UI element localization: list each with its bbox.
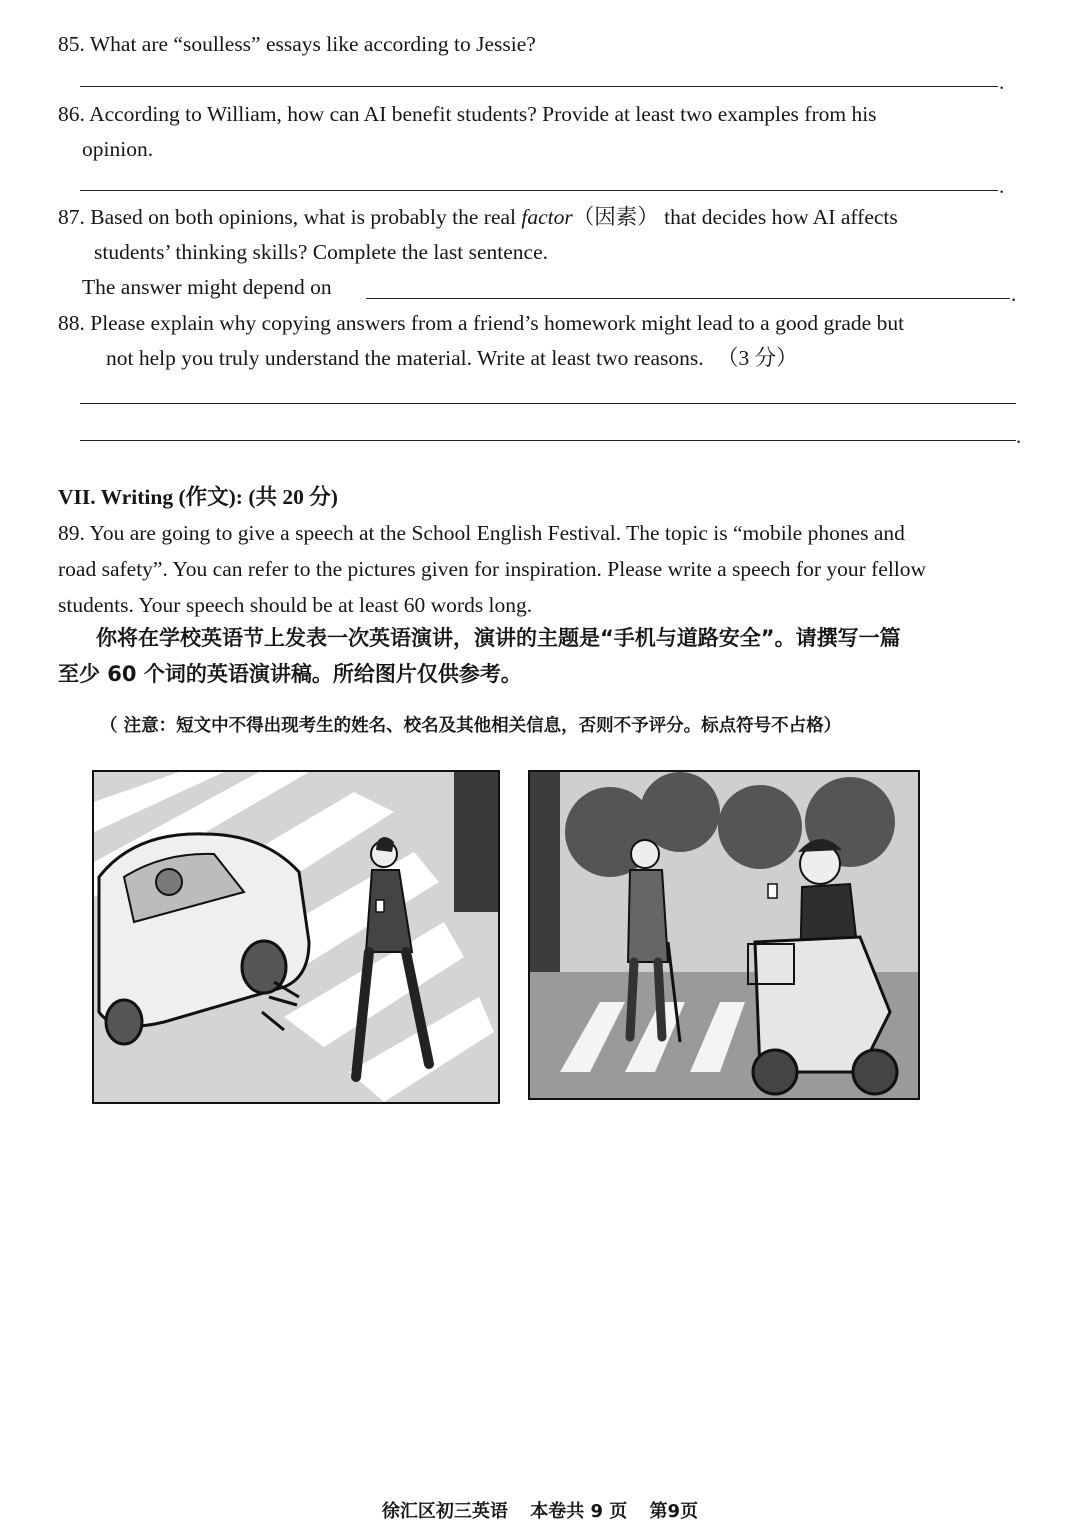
period-88: . xyxy=(1016,424,1022,448)
chinese-instruction-line1: 你将在学校英语节上发表一次英语演讲，演讲的主题是“手机与道路安全”。请撰写一篇 xyxy=(96,626,901,650)
answer-line-87[interactable] xyxy=(366,298,1010,299)
question-86-line2: opinion. xyxy=(82,137,154,161)
question-89-line3: students. Your speech should be at least 60 words long. xyxy=(58,593,533,617)
question-88-line1: 88. Please explain why copying answers from a friend’s homework might lead to a good grade but xyxy=(58,311,905,335)
answer-line-88b[interactable] xyxy=(80,440,1016,441)
footer-page-number: 第9页 xyxy=(649,1501,699,1522)
q87-text-post: （因素） that decides how AI affects xyxy=(572,205,898,229)
answer-line-88a[interactable] xyxy=(80,403,1016,404)
question-89-line2: road safety”. You can refer to the pictures given for inspiration. Please write a speech for your fellow xyxy=(58,557,927,581)
question-87-line2: students’ thinking skills? Complete the last sentence. xyxy=(94,240,549,264)
chinese-instruction-line2: 至少 60 个词的英语演讲稿。所给图片仅供参考。 xyxy=(58,662,522,686)
question-87-line1 xyxy=(58,207,898,229)
q88-score: （3 分） xyxy=(716,346,798,370)
q87-factor-word: factor xyxy=(521,205,573,229)
page-footer xyxy=(0,1497,1080,1523)
question-89-line1: 89. You are going to give a speech at the School English Festival. The topic is “mobile phones and xyxy=(58,521,905,545)
period-86: . xyxy=(999,174,1005,198)
question-85: 85. What are “soulless” essays like according to Jessie? xyxy=(58,32,536,56)
question-87-prompt: The answer might depend on xyxy=(82,275,332,299)
footer-district: 徐汇区初三英语 xyxy=(381,1501,508,1522)
period-85: . xyxy=(999,70,1005,94)
question-86-line1: 86. According to William, how can AI benefit students? Provide at least two examples from his xyxy=(58,102,877,126)
answer-line-85[interactable] xyxy=(80,86,998,87)
question-88-line2 xyxy=(106,348,798,370)
period-87: . xyxy=(1011,282,1017,306)
section-title: VII. Writing (作文): (共 20 分) xyxy=(58,485,338,509)
answer-line-86[interactable] xyxy=(80,190,998,191)
q87-text-pre: 87. Based on both opinions, what is probably the real xyxy=(58,205,522,229)
footer-total-pages: 本卷共 9 页 xyxy=(530,1501,628,1522)
q88-text: not help you truly understand the material. Write at least two reasons. xyxy=(106,346,704,370)
picture-rider-phone xyxy=(528,770,920,1100)
picture-pedestrian-phone xyxy=(92,770,500,1104)
scoring-note: （ 注意：短文中不得出现考生的姓名、校名及其他相关信息，否则不予评分。标点符号不占格） xyxy=(100,716,842,736)
